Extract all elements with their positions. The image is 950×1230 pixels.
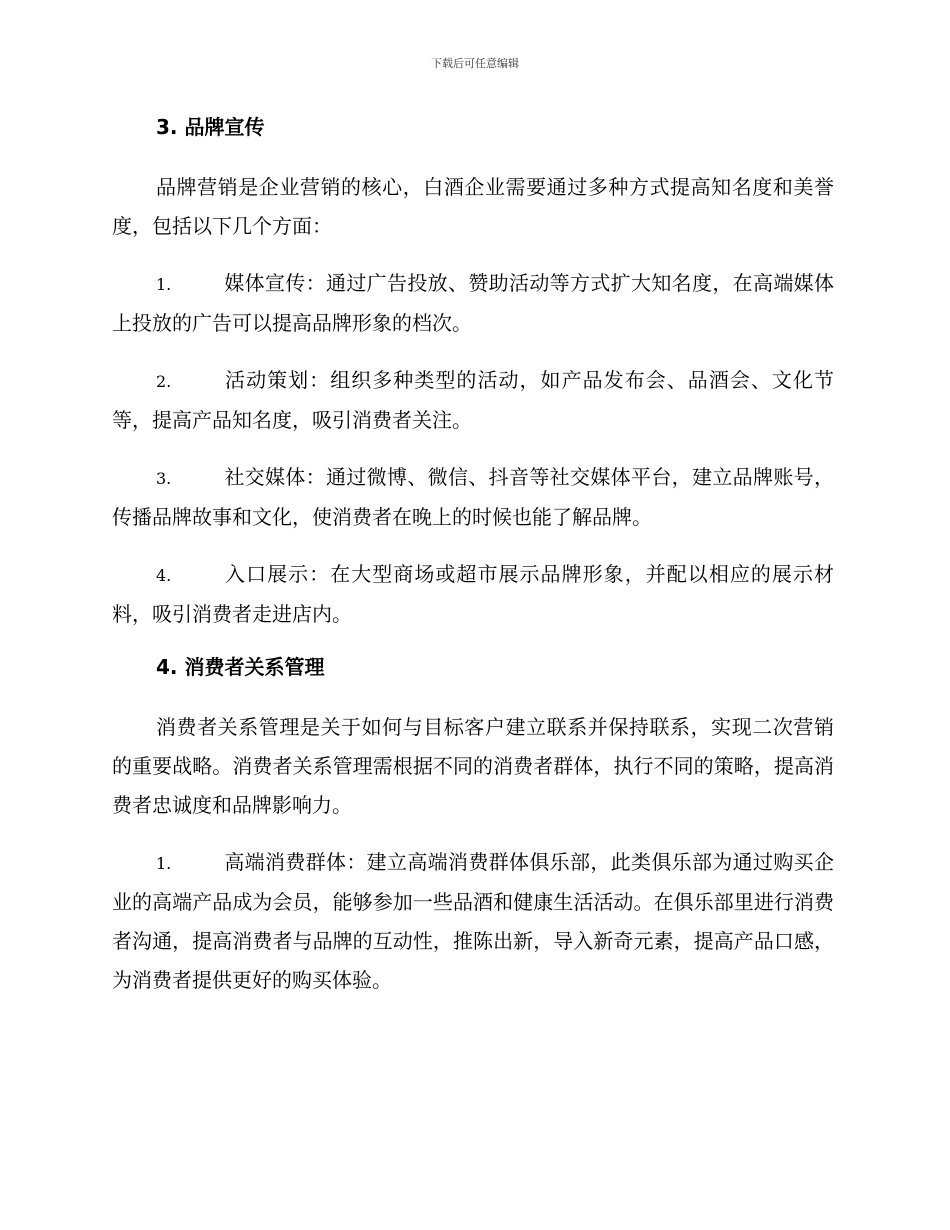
list-item [112,843,834,1000]
list-item [112,458,834,537]
section-4-intro: 消费者关系管理是关于如何与目标客户建立联系并保持联系，实现二次营销的重要战略。消费者关系管理需根据不同的消费者群体，执行不同的策略，提高消费者忠诚度和品牌影响力。 [112,715,834,817]
list-text: 高端消费群体：建立高端消费群体俱乐部，此类俱乐部为通过购买企业的高端产品成为会员，能够参加一些品酒和健康生活活动。在俱乐部里进行消费者沟通，提高消费者与品牌的互动性，推陈出新，导入新奇元素，提高产品口感，为消费者提供更好的购买体验。 [112,850,834,992]
page-header-note: 下载后可任意编辑 [431,57,519,70]
list-item [112,361,834,440]
list-text: 入口展示：在大型商场或超市展示品牌形象，并配以相应的展示材料，吸引消费者走进店内。 [112,562,834,626]
section-3-intro: 品牌营销是企业营销的核心，白酒企业需要通过多种方式提高知名度和美誉度，包括以下几个方面： [112,175,834,238]
list-number: 3. [156,469,172,488]
list-item [112,264,834,343]
list-text: 活动策划：组织多种类型的活动，如产品发布会、品酒会、文化节等，提高产品知名度，吸引消费者关注。 [112,368,834,432]
document-body [112,112,834,1018]
section-4-heading: 4. 消费者关系管理 [156,655,325,679]
list-number: 1. [156,275,172,294]
list-number: 2. [156,372,172,391]
list-item [112,555,834,634]
list-text: 社交媒体：通过微博、微信、抖音等社交媒体平台，建立品牌账号，传播品牌故事和文化，使消费者在晚上的时候也能了解品牌。 [112,465,834,529]
list-number: 4. [156,566,172,585]
list-text: 媒体宣传：通过广告投放、赞助活动等方式扩大知名度，在高端媒体上投放的广告可以提高品牌形象的档次。 [112,271,834,335]
list-number: 1. [156,854,172,873]
section-3-heading: 3. 品牌宣传 [156,115,265,139]
